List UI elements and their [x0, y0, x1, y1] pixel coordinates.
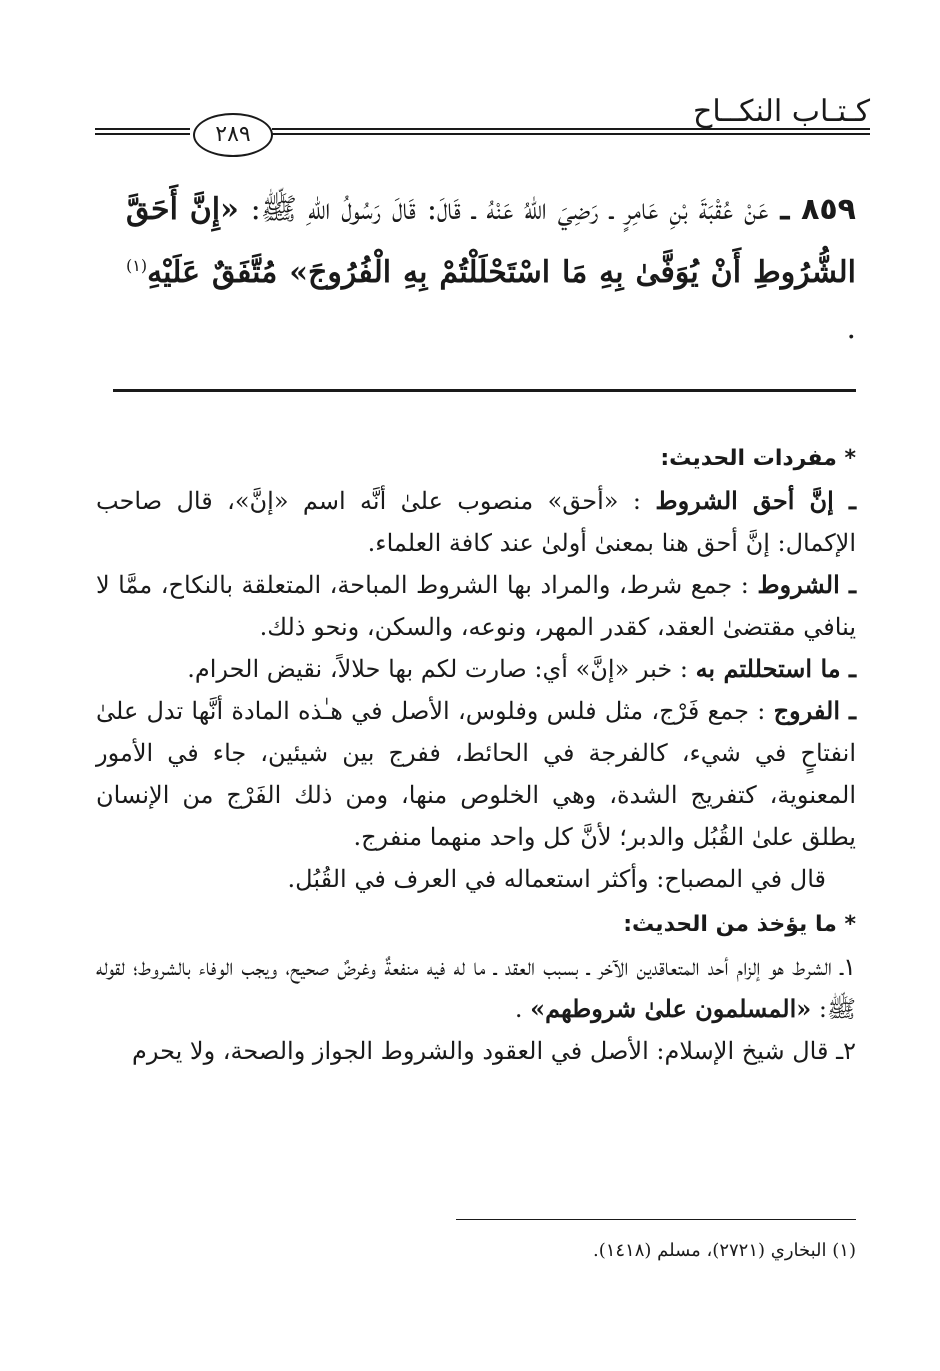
misbah-note: قال في المصباح: وأكثر استعماله في العرف في القُبُل. [287, 865, 826, 893]
lesson-quote: «المسلمون علىٰ شروطهم» [530, 994, 812, 1023]
footnote-marker: (١) [126, 256, 148, 275]
book-title: كـتـاب النكــاح [692, 94, 870, 129]
vocab-entry [96, 564, 856, 648]
vocab-term: ـ ما استحللتم به [695, 654, 856, 683]
lesson-number: ١ـ [840, 953, 856, 981]
hadith-quote: «إِنَّ أَحَقَّ الشُّرُوطِ أَنْ يُوَفَّىٰ بِهِ مَا اسْتَحْلَلْتُمْ بِهِ الْفُرُوجَ» [126, 192, 856, 290]
hadith-intro: عَنْ عُقْبَةَ بْنِ عَامِرٍ ـ رَضِيَ اللهُ عَنْهُ ـ قَالَ: قَالَ رَسُولُ اللهِ ﷺ: [250, 192, 769, 227]
lesson-end: . [514, 995, 523, 1023]
footnote: (١) البخاري (٢٧٢١)، مسلم (١٤١٨). [592, 1240, 856, 1261]
section-divider [113, 389, 856, 392]
vocab-definition: : «أحق» منصوب علىٰ أنَّه اسم «إنَّ»، قال صاحب الإكمال: إنَّ أحق هنا بمعنىٰ أولىٰ عند كافة العلماء. [96, 487, 856, 557]
vocab-term: ـ إنَّ أحق الشروط [655, 486, 856, 515]
hadith-number: ٨٥٩ [801, 192, 856, 227]
vocab-definition: : خبر «إنَّ» أي: صارت لكم بها حلالاً، نقيض الحرام. [187, 655, 688, 683]
lesson-item [96, 1030, 856, 1072]
lesson-item [96, 946, 856, 1030]
header-rule [95, 128, 190, 130]
vocab-term: ـ الفروج [773, 696, 856, 725]
lesson-text: قال شيخ الإسلام: الأصل في العقود والشروط الجواز والصحة، ولا يحرم [132, 1037, 829, 1065]
hadith-tail: مُتَّفَقٌ عَلَيْهِ [147, 255, 278, 290]
vocab-entry [96, 480, 856, 564]
vocab-definition: : جمع فَرْج، مثل فلس وفلوس، الأصل في هـٰذه المادة أنَّها تدل علىٰ انفتاحٍ في شيء، كالفرجة في الحائط، ففرج بين شيئين، جاء في الأمور المعنوية، كتفريج الشدة، وهي الخلوص منها، ومن ذلك الفَرْج من الإنسان يطلق علىٰ القُبُل والدبر؛ لأنَّ كل واحد منهما منفرج. [96, 697, 856, 851]
commentary [96, 438, 856, 1072]
page-number: ٢٨٩ [193, 113, 273, 157]
hadith-end: . [846, 311, 856, 346]
header-rule [95, 133, 190, 135]
header-rule [272, 128, 870, 130]
vocab-definition: : جمع شرط، والمراد بها الشروط المباحة، المتعلقة بالنكاح، ممَّا لا ينافي مقتضىٰ العقد، كقدر المهر، ونوعه، والسكن، ونحو ذلك. [96, 571, 856, 641]
hadith-dash: ـ [780, 192, 790, 227]
vocab-term: ـ الشروط [757, 570, 856, 599]
lessons-heading: * ما يؤخذ من الحديث: [623, 912, 856, 937]
footnote-divider [456, 1219, 856, 1220]
vocab-entry [96, 690, 856, 858]
lesson-number: ٢ـ [836, 1037, 856, 1065]
header-rule [272, 133, 870, 135]
vocab-entry [96, 648, 856, 690]
vocab-heading: * مفردات الحديث: [660, 446, 856, 471]
lesson-text: الشرط هو إلزام أحد المتعاقدين الآخر ـ بسبب العقد ـ ما له فيه منفعةٌ وغرضٌ صحيح، ويجب الوفاء بالشروط؛ لقوله ﷺ: [96, 953, 856, 1023]
hadith-text [126, 182, 856, 357]
